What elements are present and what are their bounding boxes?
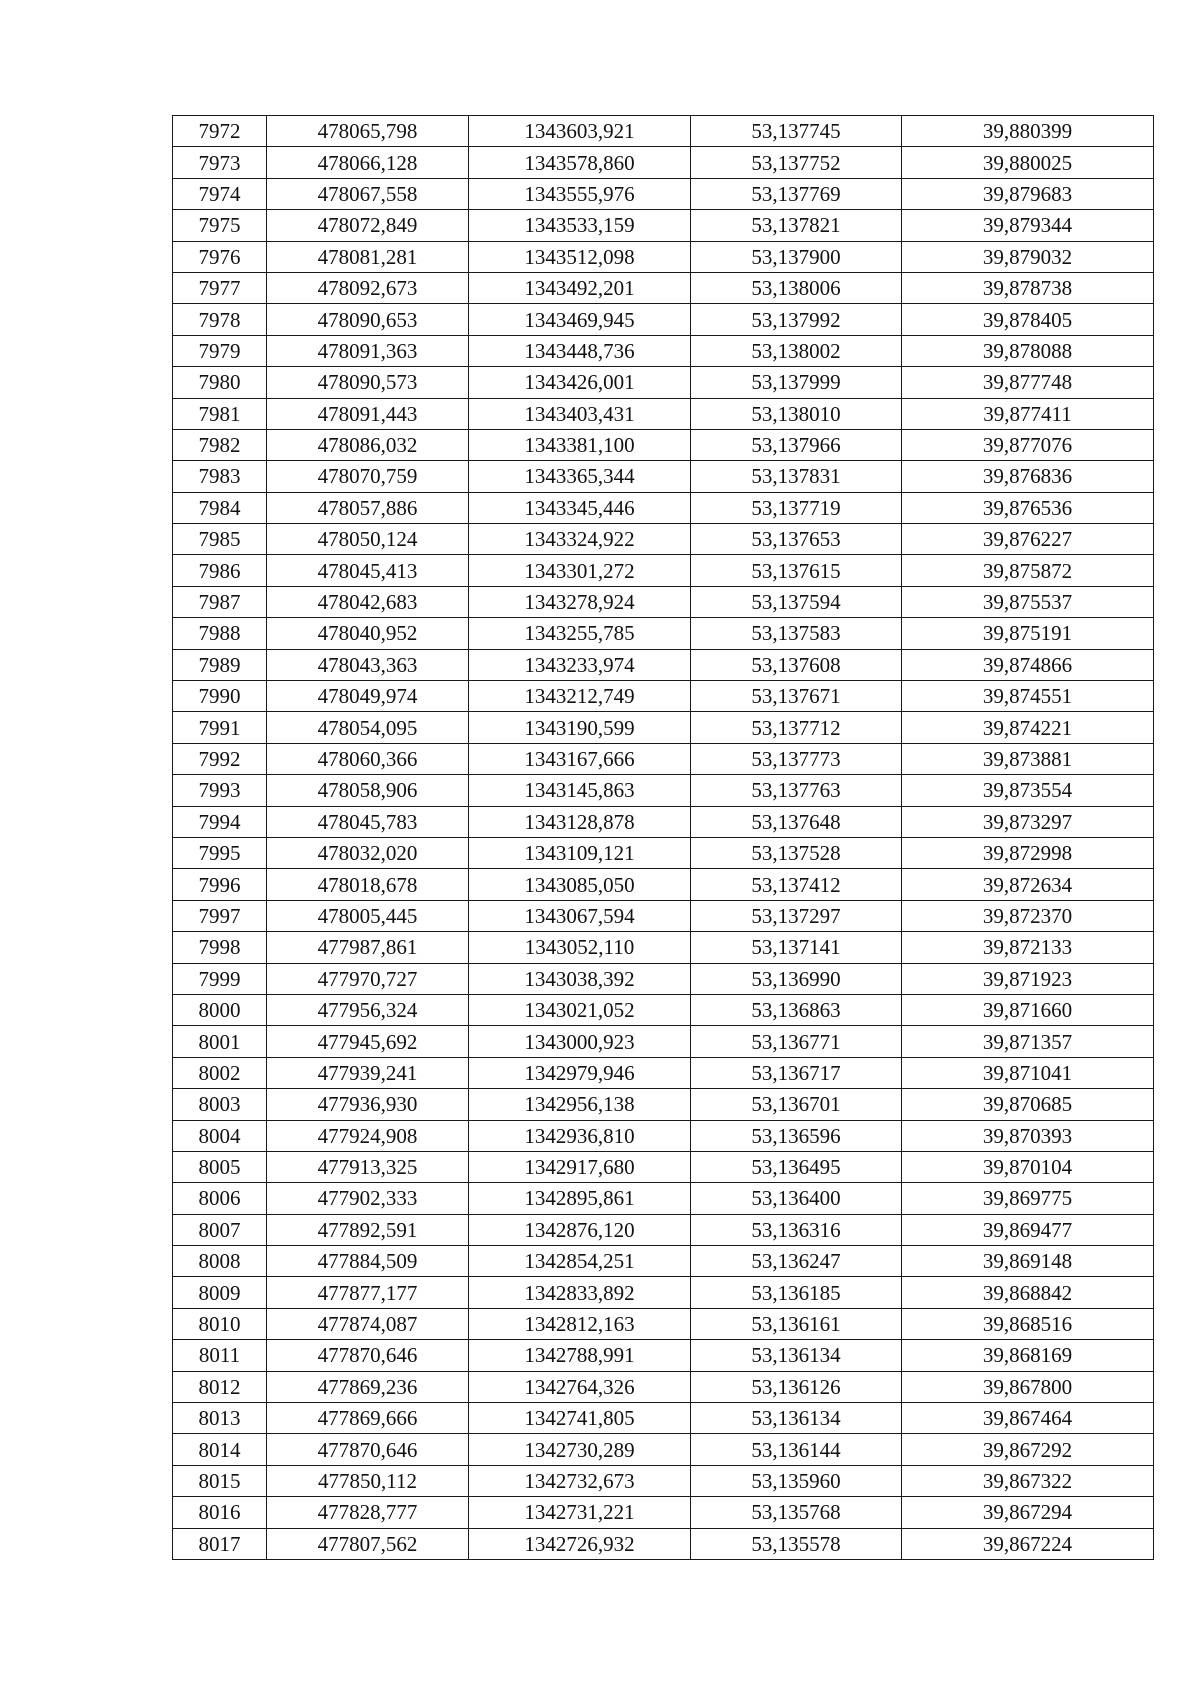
x-coordinate-cell: 477884,509 bbox=[267, 1246, 469, 1277]
x-coordinate-cell: 478060,366 bbox=[267, 743, 469, 774]
point-number-cell: 7982 bbox=[173, 429, 267, 460]
point-number-cell: 7974 bbox=[173, 178, 267, 209]
point-number-cell: 7977 bbox=[173, 272, 267, 303]
x-coordinate-cell: 478045,413 bbox=[267, 555, 469, 586]
latitude-cell: 53,137999 bbox=[691, 367, 902, 398]
longitude-cell: 39,867294 bbox=[902, 1497, 1154, 1528]
x-coordinate-cell: 478043,363 bbox=[267, 649, 469, 680]
table-row bbox=[173, 1497, 1154, 1528]
latitude-cell: 53,138006 bbox=[691, 272, 902, 303]
table-row bbox=[173, 1214, 1154, 1245]
point-number-cell: 7990 bbox=[173, 681, 267, 712]
x-coordinate-cell: 477924,908 bbox=[267, 1120, 469, 1151]
latitude-cell: 53,136134 bbox=[691, 1340, 902, 1371]
y-coordinate-cell: 1343190,599 bbox=[469, 712, 691, 743]
point-number-cell: 8006 bbox=[173, 1183, 267, 1214]
longitude-cell: 39,870685 bbox=[902, 1089, 1154, 1120]
y-coordinate-cell: 1343109,121 bbox=[469, 837, 691, 868]
point-number-cell: 7995 bbox=[173, 837, 267, 868]
y-coordinate-cell: 1342895,861 bbox=[469, 1183, 691, 1214]
table-row bbox=[173, 1434, 1154, 1465]
longitude-cell: 39,876536 bbox=[902, 492, 1154, 523]
y-coordinate-cell: 1343578,860 bbox=[469, 147, 691, 178]
latitude-cell: 53,136717 bbox=[691, 1057, 902, 1088]
table-row bbox=[173, 806, 1154, 837]
point-number-cell: 7987 bbox=[173, 586, 267, 617]
x-coordinate-cell: 477987,861 bbox=[267, 932, 469, 963]
y-coordinate-cell: 1343128,878 bbox=[469, 806, 691, 837]
latitude-cell: 53,137769 bbox=[691, 178, 902, 209]
y-coordinate-cell: 1343448,736 bbox=[469, 335, 691, 366]
y-coordinate-cell: 1342979,946 bbox=[469, 1057, 691, 1088]
y-coordinate-cell: 1342854,251 bbox=[469, 1246, 691, 1277]
x-coordinate-cell: 477874,087 bbox=[267, 1308, 469, 1339]
latitude-cell: 53,138002 bbox=[691, 335, 902, 366]
longitude-cell: 39,867464 bbox=[902, 1403, 1154, 1434]
table-row bbox=[173, 869, 1154, 900]
point-number-cell: 7983 bbox=[173, 461, 267, 492]
longitude-cell: 39,875537 bbox=[902, 586, 1154, 617]
latitude-cell: 53,137745 bbox=[691, 116, 902, 147]
y-coordinate-cell: 1343324,922 bbox=[469, 524, 691, 555]
latitude-cell: 53,136247 bbox=[691, 1246, 902, 1277]
point-number-cell: 7988 bbox=[173, 618, 267, 649]
x-coordinate-cell: 478049,974 bbox=[267, 681, 469, 712]
x-coordinate-cell: 478070,759 bbox=[267, 461, 469, 492]
point-number-cell: 7978 bbox=[173, 304, 267, 335]
table-row bbox=[173, 367, 1154, 398]
y-coordinate-cell: 1342833,892 bbox=[469, 1277, 691, 1308]
point-number-cell: 7999 bbox=[173, 963, 267, 994]
x-coordinate-cell: 478091,443 bbox=[267, 398, 469, 429]
longitude-cell: 39,873297 bbox=[902, 806, 1154, 837]
point-number-cell: 8016 bbox=[173, 1497, 267, 1528]
x-coordinate-cell: 478045,783 bbox=[267, 806, 469, 837]
table-row bbox=[173, 555, 1154, 586]
x-coordinate-cell: 477869,666 bbox=[267, 1403, 469, 1434]
longitude-cell: 39,867292 bbox=[902, 1434, 1154, 1465]
x-coordinate-cell: 478005,445 bbox=[267, 900, 469, 931]
y-coordinate-cell: 1342956,138 bbox=[469, 1089, 691, 1120]
y-coordinate-cell: 1343167,666 bbox=[469, 743, 691, 774]
point-number-cell: 8017 bbox=[173, 1528, 267, 1559]
table-row bbox=[173, 304, 1154, 335]
latitude-cell: 53,136161 bbox=[691, 1308, 902, 1339]
latitude-cell: 53,137992 bbox=[691, 304, 902, 335]
point-number-cell: 7985 bbox=[173, 524, 267, 555]
point-number-cell: 8015 bbox=[173, 1465, 267, 1496]
y-coordinate-cell: 1343603,921 bbox=[469, 116, 691, 147]
longitude-cell: 39,872133 bbox=[902, 932, 1154, 963]
latitude-cell: 53,137648 bbox=[691, 806, 902, 837]
x-coordinate-cell: 478086,032 bbox=[267, 429, 469, 460]
y-coordinate-cell: 1342917,680 bbox=[469, 1151, 691, 1182]
point-number-cell: 7973 bbox=[173, 147, 267, 178]
table-row bbox=[173, 994, 1154, 1025]
y-coordinate-cell: 1343345,446 bbox=[469, 492, 691, 523]
latitude-cell: 53,136495 bbox=[691, 1151, 902, 1182]
table-row bbox=[173, 1371, 1154, 1402]
y-coordinate-cell: 1342812,163 bbox=[469, 1308, 691, 1339]
x-coordinate-cell: 478066,128 bbox=[267, 147, 469, 178]
longitude-cell: 39,879344 bbox=[902, 210, 1154, 241]
x-coordinate-cell: 477850,112 bbox=[267, 1465, 469, 1496]
latitude-cell: 53,137763 bbox=[691, 775, 902, 806]
table-row bbox=[173, 837, 1154, 868]
longitude-cell: 39,869477 bbox=[902, 1214, 1154, 1245]
point-number-cell: 8013 bbox=[173, 1403, 267, 1434]
point-number-cell: 8008 bbox=[173, 1246, 267, 1277]
point-number-cell: 8011 bbox=[173, 1340, 267, 1371]
point-number-cell: 8003 bbox=[173, 1089, 267, 1120]
point-number-cell: 7981 bbox=[173, 398, 267, 429]
table-row bbox=[173, 1089, 1154, 1120]
table-row bbox=[173, 963, 1154, 994]
longitude-cell: 39,869148 bbox=[902, 1246, 1154, 1277]
longitude-cell: 39,877076 bbox=[902, 429, 1154, 460]
x-coordinate-cell: 478091,363 bbox=[267, 335, 469, 366]
longitude-cell: 39,877748 bbox=[902, 367, 1154, 398]
longitude-cell: 39,876836 bbox=[902, 461, 1154, 492]
table-row bbox=[173, 1403, 1154, 1434]
longitude-cell: 39,870104 bbox=[902, 1151, 1154, 1182]
point-number-cell: 7992 bbox=[173, 743, 267, 774]
table-row bbox=[173, 775, 1154, 806]
table-row bbox=[173, 272, 1154, 303]
latitude-cell: 53,135768 bbox=[691, 1497, 902, 1528]
table-row bbox=[173, 1026, 1154, 1057]
longitude-cell: 39,873881 bbox=[902, 743, 1154, 774]
point-number-cell: 7996 bbox=[173, 869, 267, 900]
x-coordinate-cell: 477870,646 bbox=[267, 1434, 469, 1465]
x-coordinate-cell: 477828,777 bbox=[267, 1497, 469, 1528]
y-coordinate-cell: 1342788,991 bbox=[469, 1340, 691, 1371]
longitude-cell: 39,868516 bbox=[902, 1308, 1154, 1339]
latitude-cell: 53,137752 bbox=[691, 147, 902, 178]
table-row bbox=[173, 1528, 1154, 1559]
y-coordinate-cell: 1343021,052 bbox=[469, 994, 691, 1025]
latitude-cell: 53,137615 bbox=[691, 555, 902, 586]
x-coordinate-cell: 478057,886 bbox=[267, 492, 469, 523]
table-row bbox=[173, 1277, 1154, 1308]
table-row bbox=[173, 335, 1154, 366]
point-number-cell: 7993 bbox=[173, 775, 267, 806]
y-coordinate-cell: 1343067,594 bbox=[469, 900, 691, 931]
table-row bbox=[173, 429, 1154, 460]
latitude-cell: 53,136185 bbox=[691, 1277, 902, 1308]
longitude-cell: 39,868169 bbox=[902, 1340, 1154, 1371]
longitude-cell: 39,872634 bbox=[902, 869, 1154, 900]
table-row bbox=[173, 1151, 1154, 1182]
point-number-cell: 8007 bbox=[173, 1214, 267, 1245]
longitude-cell: 39,868842 bbox=[902, 1277, 1154, 1308]
latitude-cell: 53,136400 bbox=[691, 1183, 902, 1214]
longitude-cell: 39,874551 bbox=[902, 681, 1154, 712]
table-row bbox=[173, 398, 1154, 429]
longitude-cell: 39,879032 bbox=[902, 241, 1154, 272]
longitude-cell: 39,869775 bbox=[902, 1183, 1154, 1214]
table-row bbox=[173, 524, 1154, 555]
coordinates-table-body bbox=[173, 116, 1154, 1560]
table-row bbox=[173, 1465, 1154, 1496]
latitude-cell: 53,136863 bbox=[691, 994, 902, 1025]
y-coordinate-cell: 1342876,120 bbox=[469, 1214, 691, 1245]
table-row bbox=[173, 1057, 1154, 1088]
latitude-cell: 53,137412 bbox=[691, 869, 902, 900]
latitude-cell: 53,136990 bbox=[691, 963, 902, 994]
y-coordinate-cell: 1343212,749 bbox=[469, 681, 691, 712]
table-row bbox=[173, 743, 1154, 774]
latitude-cell: 53,137821 bbox=[691, 210, 902, 241]
y-coordinate-cell: 1343469,945 bbox=[469, 304, 691, 335]
longitude-cell: 39,875191 bbox=[902, 618, 1154, 649]
point-number-cell: 7979 bbox=[173, 335, 267, 366]
latitude-cell: 53,137671 bbox=[691, 681, 902, 712]
y-coordinate-cell: 1342732,673 bbox=[469, 1465, 691, 1496]
longitude-cell: 39,871041 bbox=[902, 1057, 1154, 1088]
longitude-cell: 39,873554 bbox=[902, 775, 1154, 806]
y-coordinate-cell: 1342764,326 bbox=[469, 1371, 691, 1402]
latitude-cell: 53,135578 bbox=[691, 1528, 902, 1559]
y-coordinate-cell: 1342730,289 bbox=[469, 1434, 691, 1465]
x-coordinate-cell: 478050,124 bbox=[267, 524, 469, 555]
table-row bbox=[173, 586, 1154, 617]
longitude-cell: 39,874221 bbox=[902, 712, 1154, 743]
x-coordinate-cell: 477870,646 bbox=[267, 1340, 469, 1371]
longitude-cell: 39,880025 bbox=[902, 147, 1154, 178]
x-coordinate-cell: 477936,930 bbox=[267, 1089, 469, 1120]
point-number-cell: 7976 bbox=[173, 241, 267, 272]
x-coordinate-cell: 477970,727 bbox=[267, 963, 469, 994]
x-coordinate-cell: 478018,678 bbox=[267, 869, 469, 900]
longitude-cell: 39,870393 bbox=[902, 1120, 1154, 1151]
longitude-cell: 39,871357 bbox=[902, 1026, 1154, 1057]
latitude-cell: 53,137719 bbox=[691, 492, 902, 523]
table-row bbox=[173, 712, 1154, 743]
point-number-cell: 7994 bbox=[173, 806, 267, 837]
x-coordinate-cell: 478081,281 bbox=[267, 241, 469, 272]
table-row bbox=[173, 1120, 1154, 1151]
point-number-cell: 7975 bbox=[173, 210, 267, 241]
table-row bbox=[173, 1183, 1154, 1214]
point-number-cell: 7989 bbox=[173, 649, 267, 680]
point-number-cell: 7972 bbox=[173, 116, 267, 147]
y-coordinate-cell: 1343403,431 bbox=[469, 398, 691, 429]
latitude-cell: 53,137528 bbox=[691, 837, 902, 868]
x-coordinate-cell: 478054,095 bbox=[267, 712, 469, 743]
y-coordinate-cell: 1342731,221 bbox=[469, 1497, 691, 1528]
latitude-cell: 53,136771 bbox=[691, 1026, 902, 1057]
y-coordinate-cell: 1343038,392 bbox=[469, 963, 691, 994]
longitude-cell: 39,879683 bbox=[902, 178, 1154, 209]
table-row bbox=[173, 1308, 1154, 1339]
x-coordinate-cell: 477869,236 bbox=[267, 1371, 469, 1402]
point-number-cell: 8009 bbox=[173, 1277, 267, 1308]
table-row bbox=[173, 178, 1154, 209]
latitude-cell: 53,135960 bbox=[691, 1465, 902, 1496]
y-coordinate-cell: 1343512,098 bbox=[469, 241, 691, 272]
longitude-cell: 39,872370 bbox=[902, 900, 1154, 931]
x-coordinate-cell: 478072,849 bbox=[267, 210, 469, 241]
table-row bbox=[173, 210, 1154, 241]
y-coordinate-cell: 1343381,100 bbox=[469, 429, 691, 460]
latitude-cell: 53,137141 bbox=[691, 932, 902, 963]
table-row bbox=[173, 681, 1154, 712]
longitude-cell: 39,878738 bbox=[902, 272, 1154, 303]
longitude-cell: 39,876227 bbox=[902, 524, 1154, 555]
y-coordinate-cell: 1343085,050 bbox=[469, 869, 691, 900]
latitude-cell: 53,137653 bbox=[691, 524, 902, 555]
x-coordinate-cell: 478090,653 bbox=[267, 304, 469, 335]
latitude-cell: 53,136701 bbox=[691, 1089, 902, 1120]
point-number-cell: 8002 bbox=[173, 1057, 267, 1088]
table-row bbox=[173, 147, 1154, 178]
longitude-cell: 39,867322 bbox=[902, 1465, 1154, 1496]
point-number-cell: 7984 bbox=[173, 492, 267, 523]
latitude-cell: 53,137297 bbox=[691, 900, 902, 931]
x-coordinate-cell: 478058,906 bbox=[267, 775, 469, 806]
table-row bbox=[173, 932, 1154, 963]
point-number-cell: 8000 bbox=[173, 994, 267, 1025]
point-number-cell: 8012 bbox=[173, 1371, 267, 1402]
latitude-cell: 53,137773 bbox=[691, 743, 902, 774]
latitude-cell: 53,136596 bbox=[691, 1120, 902, 1151]
y-coordinate-cell: 1343555,976 bbox=[469, 178, 691, 209]
x-coordinate-cell: 478032,020 bbox=[267, 837, 469, 868]
x-coordinate-cell: 477945,692 bbox=[267, 1026, 469, 1057]
table-row bbox=[173, 461, 1154, 492]
longitude-cell: 39,878405 bbox=[902, 304, 1154, 335]
longitude-cell: 39,880399 bbox=[902, 116, 1154, 147]
x-coordinate-cell: 477877,177 bbox=[267, 1277, 469, 1308]
latitude-cell: 53,137966 bbox=[691, 429, 902, 460]
point-number-cell: 8004 bbox=[173, 1120, 267, 1151]
longitude-cell: 39,874866 bbox=[902, 649, 1154, 680]
point-number-cell: 8014 bbox=[173, 1434, 267, 1465]
coordinates-table bbox=[172, 115, 1154, 1560]
table-row bbox=[173, 649, 1154, 680]
y-coordinate-cell: 1343301,272 bbox=[469, 555, 691, 586]
y-coordinate-cell: 1342726,932 bbox=[469, 1528, 691, 1559]
longitude-cell: 39,872998 bbox=[902, 837, 1154, 868]
y-coordinate-cell: 1343233,974 bbox=[469, 649, 691, 680]
x-coordinate-cell: 477807,562 bbox=[267, 1528, 469, 1559]
table-row bbox=[173, 116, 1154, 147]
longitude-cell: 39,867224 bbox=[902, 1528, 1154, 1559]
latitude-cell: 53,138010 bbox=[691, 398, 902, 429]
latitude-cell: 53,136316 bbox=[691, 1214, 902, 1245]
latitude-cell: 53,137594 bbox=[691, 586, 902, 617]
point-number-cell: 8005 bbox=[173, 1151, 267, 1182]
point-number-cell: 7991 bbox=[173, 712, 267, 743]
point-number-cell: 7997 bbox=[173, 900, 267, 931]
x-coordinate-cell: 477939,241 bbox=[267, 1057, 469, 1088]
latitude-cell: 53,136126 bbox=[691, 1371, 902, 1402]
x-coordinate-cell: 477902,333 bbox=[267, 1183, 469, 1214]
x-coordinate-cell: 477956,324 bbox=[267, 994, 469, 1025]
y-coordinate-cell: 1343000,923 bbox=[469, 1026, 691, 1057]
latitude-cell: 53,137831 bbox=[691, 461, 902, 492]
y-coordinate-cell: 1343255,785 bbox=[469, 618, 691, 649]
point-number-cell: 7986 bbox=[173, 555, 267, 586]
latitude-cell: 53,137712 bbox=[691, 712, 902, 743]
longitude-cell: 39,878088 bbox=[902, 335, 1154, 366]
table-row bbox=[173, 492, 1154, 523]
table-row bbox=[173, 618, 1154, 649]
point-number-cell: 7980 bbox=[173, 367, 267, 398]
x-coordinate-cell: 477892,591 bbox=[267, 1214, 469, 1245]
latitude-cell: 53,137583 bbox=[691, 618, 902, 649]
y-coordinate-cell: 1343492,201 bbox=[469, 272, 691, 303]
point-number-cell: 7998 bbox=[173, 932, 267, 963]
y-coordinate-cell: 1343533,159 bbox=[469, 210, 691, 241]
longitude-cell: 39,877411 bbox=[902, 398, 1154, 429]
y-coordinate-cell: 1342936,810 bbox=[469, 1120, 691, 1151]
y-coordinate-cell: 1342741,805 bbox=[469, 1403, 691, 1434]
table-row bbox=[173, 1340, 1154, 1371]
point-number-cell: 8010 bbox=[173, 1308, 267, 1339]
x-coordinate-cell: 478065,798 bbox=[267, 116, 469, 147]
latitude-cell: 53,137900 bbox=[691, 241, 902, 272]
longitude-cell: 39,871660 bbox=[902, 994, 1154, 1025]
x-coordinate-cell: 478042,683 bbox=[267, 586, 469, 617]
x-coordinate-cell: 478090,573 bbox=[267, 367, 469, 398]
latitude-cell: 53,137608 bbox=[691, 649, 902, 680]
y-coordinate-cell: 1343052,110 bbox=[469, 932, 691, 963]
point-number-cell: 8001 bbox=[173, 1026, 267, 1057]
latitude-cell: 53,136134 bbox=[691, 1403, 902, 1434]
longitude-cell: 39,867800 bbox=[902, 1371, 1154, 1402]
x-coordinate-cell: 478040,952 bbox=[267, 618, 469, 649]
x-coordinate-cell: 478067,558 bbox=[267, 178, 469, 209]
longitude-cell: 39,875872 bbox=[902, 555, 1154, 586]
x-coordinate-cell: 477913,325 bbox=[267, 1151, 469, 1182]
table-row bbox=[173, 1246, 1154, 1277]
latitude-cell: 53,136144 bbox=[691, 1434, 902, 1465]
longitude-cell: 39,871923 bbox=[902, 963, 1154, 994]
y-coordinate-cell: 1343145,863 bbox=[469, 775, 691, 806]
table-row bbox=[173, 241, 1154, 272]
y-coordinate-cell: 1343278,924 bbox=[469, 586, 691, 617]
x-coordinate-cell: 478092,673 bbox=[267, 272, 469, 303]
y-coordinate-cell: 1343365,344 bbox=[469, 461, 691, 492]
y-coordinate-cell: 1343426,001 bbox=[469, 367, 691, 398]
table-row bbox=[173, 900, 1154, 931]
